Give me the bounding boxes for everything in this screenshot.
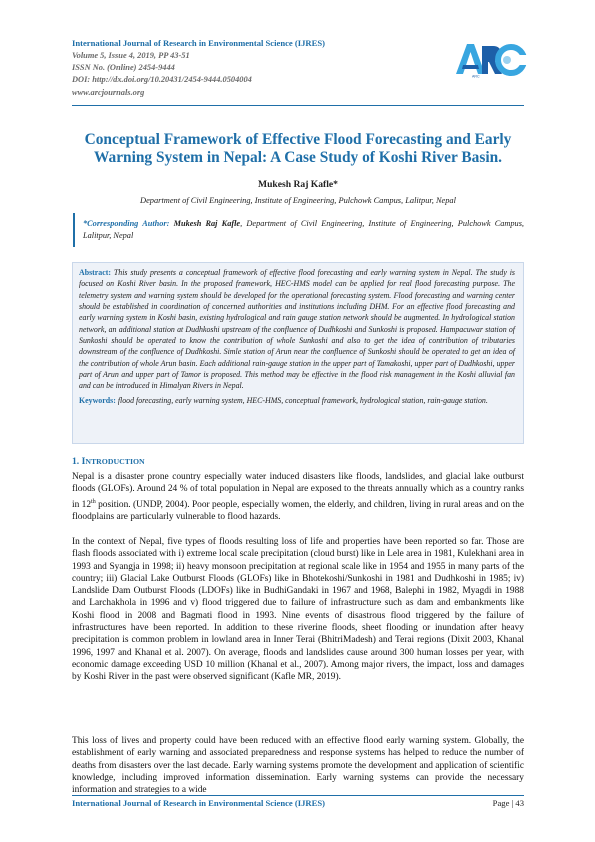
- section-heading-introduction: [72, 456, 145, 467]
- abstract-box: [72, 262, 524, 444]
- arc-logo: [452, 38, 528, 78]
- arc-logo-icon: [452, 38, 528, 78]
- keywords-label: Keywords:: [79, 395, 116, 405]
- author-name: Mukesh Raj Kafle*: [258, 179, 338, 190]
- abstract-text: This study presents a conceptual framework of effective flood forecasting and early warning system in Nepal. The study is focused on Koshi River basin. In the proposed framework, HEC-HMS model can be applied for real flood forecasting purpose. The telemetry system and warning system should be developed for the operational forecasting system. Flood forecasting and warning center should be established in coordination of concerned authorities and institutions including DHM. For an effective flood forecasting and early warning system in Koshi basin, existing hydrological and rain gauge station network should be augmented. In hydrological station network, an additional station at Dudhkoshi upstream of the confluence of Dudhkoshi and Sunkoshi is proposed. Hampacuwar station of Sunkoshi should be operated to know the contribution of whole Sunkoshi and also to get the idea of contribution of tributaries downstream of the confluence of Dudhkoshi. Simle station of Arun near the confluence of Sunkoshi should be operated to get an idea of the contribution of whole Arun basin. Each additional rain-gauge station in the upper part of Tamakoshi, upper part of Dudhkoshi, upper part of Arun and upper part of Tamor is proposed. This method may be effective in the flood risk management in the Koshi alluvial fan and can be introduced in Himalyan Rivers in Nepal.: [79, 268, 515, 391]
- body-paragraph-1-superscript: th: [91, 498, 96, 505]
- section-title-rest: NTRODUCTION: [85, 457, 145, 466]
- corresponding-name: Mukesh Raj Kafle: [173, 219, 241, 228]
- corresponding-label: *Corresponding Author:: [83, 219, 170, 228]
- paper-title: Conceptual Framework of Effective Flood Forecasting and Early Warning System in Nepal: A Case Study of Koshi River Basin.: [84, 131, 512, 166]
- abstract-label: Abstract:: [79, 268, 111, 277]
- body-paragraph-3: This loss of lives and property could have been reduced with an effective flood early warning system. Globally, the establishment of early warning and associated preparedness and response systems has helped to reduce the number of deaths from disasters over the last decade. Early warning systems promote the development and application of scientific knowledge, including improved information dissemination. Early warning systems can provide the necessary information and strategies to a wide: [72, 736, 524, 796]
- journal-header: [72, 37, 372, 99]
- keywords-text: flood forecasting, early warning system, HEC-HMS, conceptual framework, hydrological station, rain-gauge station.: [117, 395, 488, 405]
- header-divider: [72, 105, 524, 106]
- issn-info: ISSN No. (Online) 2454-9444: [72, 62, 175, 72]
- svg-text:ARC: ARC: [472, 74, 480, 78]
- footer-journal-name: International Journal of Research in Environmental Science (IJRES): [72, 798, 325, 808]
- body-paragraph-1-text-b: position. (UNDP, 2004). Poor people, especially women, the elderly, and children, living in rural areas and on the floodplains are particularly vulnerable to flood hazards.: [72, 499, 524, 523]
- corresponding-details: , Department of Civil Engineering, Institute of Engineering, Pulchowk Campus, Lalitpur, Nepal: [83, 219, 524, 240]
- volume-info: Volume 5, Issue 4, 2019, PP 43-51: [72, 50, 190, 60]
- body-paragraph-1: [72, 471, 524, 523]
- website-link[interactable]: www.arcjournals.org: [72, 87, 145, 97]
- section-title-initial: I: [81, 456, 86, 467]
- keywords-paragraph: [79, 395, 515, 406]
- doi-link[interactable]: DOI: http://dx.doi.org/10.20431/2454-9444.0504004: [72, 75, 252, 85]
- page-number: Page | 43: [492, 798, 524, 808]
- body-paragraph-2: In the context of Nepal, five types of floods resulting loss of life and properties have been reported so far. Those are flash floods associated with i) extreme local scale precipitation (cloud burst) like in Lele area in 1981, Kulekhani area in 1993 and Syangja in 1998; ii) heavy monsoon precipitation at regional scale like in 1954 and 1955 in many parts of the country; iii) Glacial Lake Outburst Floods (GLOFs) like in Bhotekoshi/Sunkoshi in 1981 and Dudhkoshi in 1985; iv) Landslide Dam Outburst Floods (LDOFs) like in BudhiGandaki in 1967 and 1968, Balephi in 1982, Myagdi in 1988 and Larchakhola in 1996 and v) flood triggered due to failure of infrastructure such as dam and embankments like Koshi flood in 2008 and Bagmati flood in 1993. Nine events of disastrous flood triggered by the failure of infrastructures have been reported. In addition to these riverine floods, sheet flooding or inundation after heavy precipitation is common problem in lowland area in Inner Terai (BhitriMadesh) and Terai regions (Dixit 2003, Khanal 1996, 1997 and Khanal et al. 2007). On average, floods and landslides cause around 300 human losses per year, with economic damage exceeding USD 10 million (Khanal et al., 2007). Among major rivers, the impact, loss and damages by Koshi River in the past were observed significant (Kafle MR, 2019).: [72, 537, 524, 683]
- body-paragraph-1-text-a: Nepal is a disaster prone country especially water induced disasters like floods, landslides, and glacial lake outburst floods (GLOFs). Around 24 % of total population in Nepal are exposed to the threats annually which as a country ranks in 12: [72, 472, 524, 510]
- journal-name: International Journal of Research in Environmental Science (IJRES): [72, 38, 325, 48]
- author-affiliation: Department of Civil Engineering, Institute of Engineering, Pulchowk Campus, Lalitpur, Nepal: [140, 196, 456, 205]
- footer-divider: [72, 795, 524, 796]
- abstract-paragraph: [79, 267, 515, 392]
- section-number: 1.: [72, 456, 80, 467]
- corresponding-author-box: [73, 213, 524, 247]
